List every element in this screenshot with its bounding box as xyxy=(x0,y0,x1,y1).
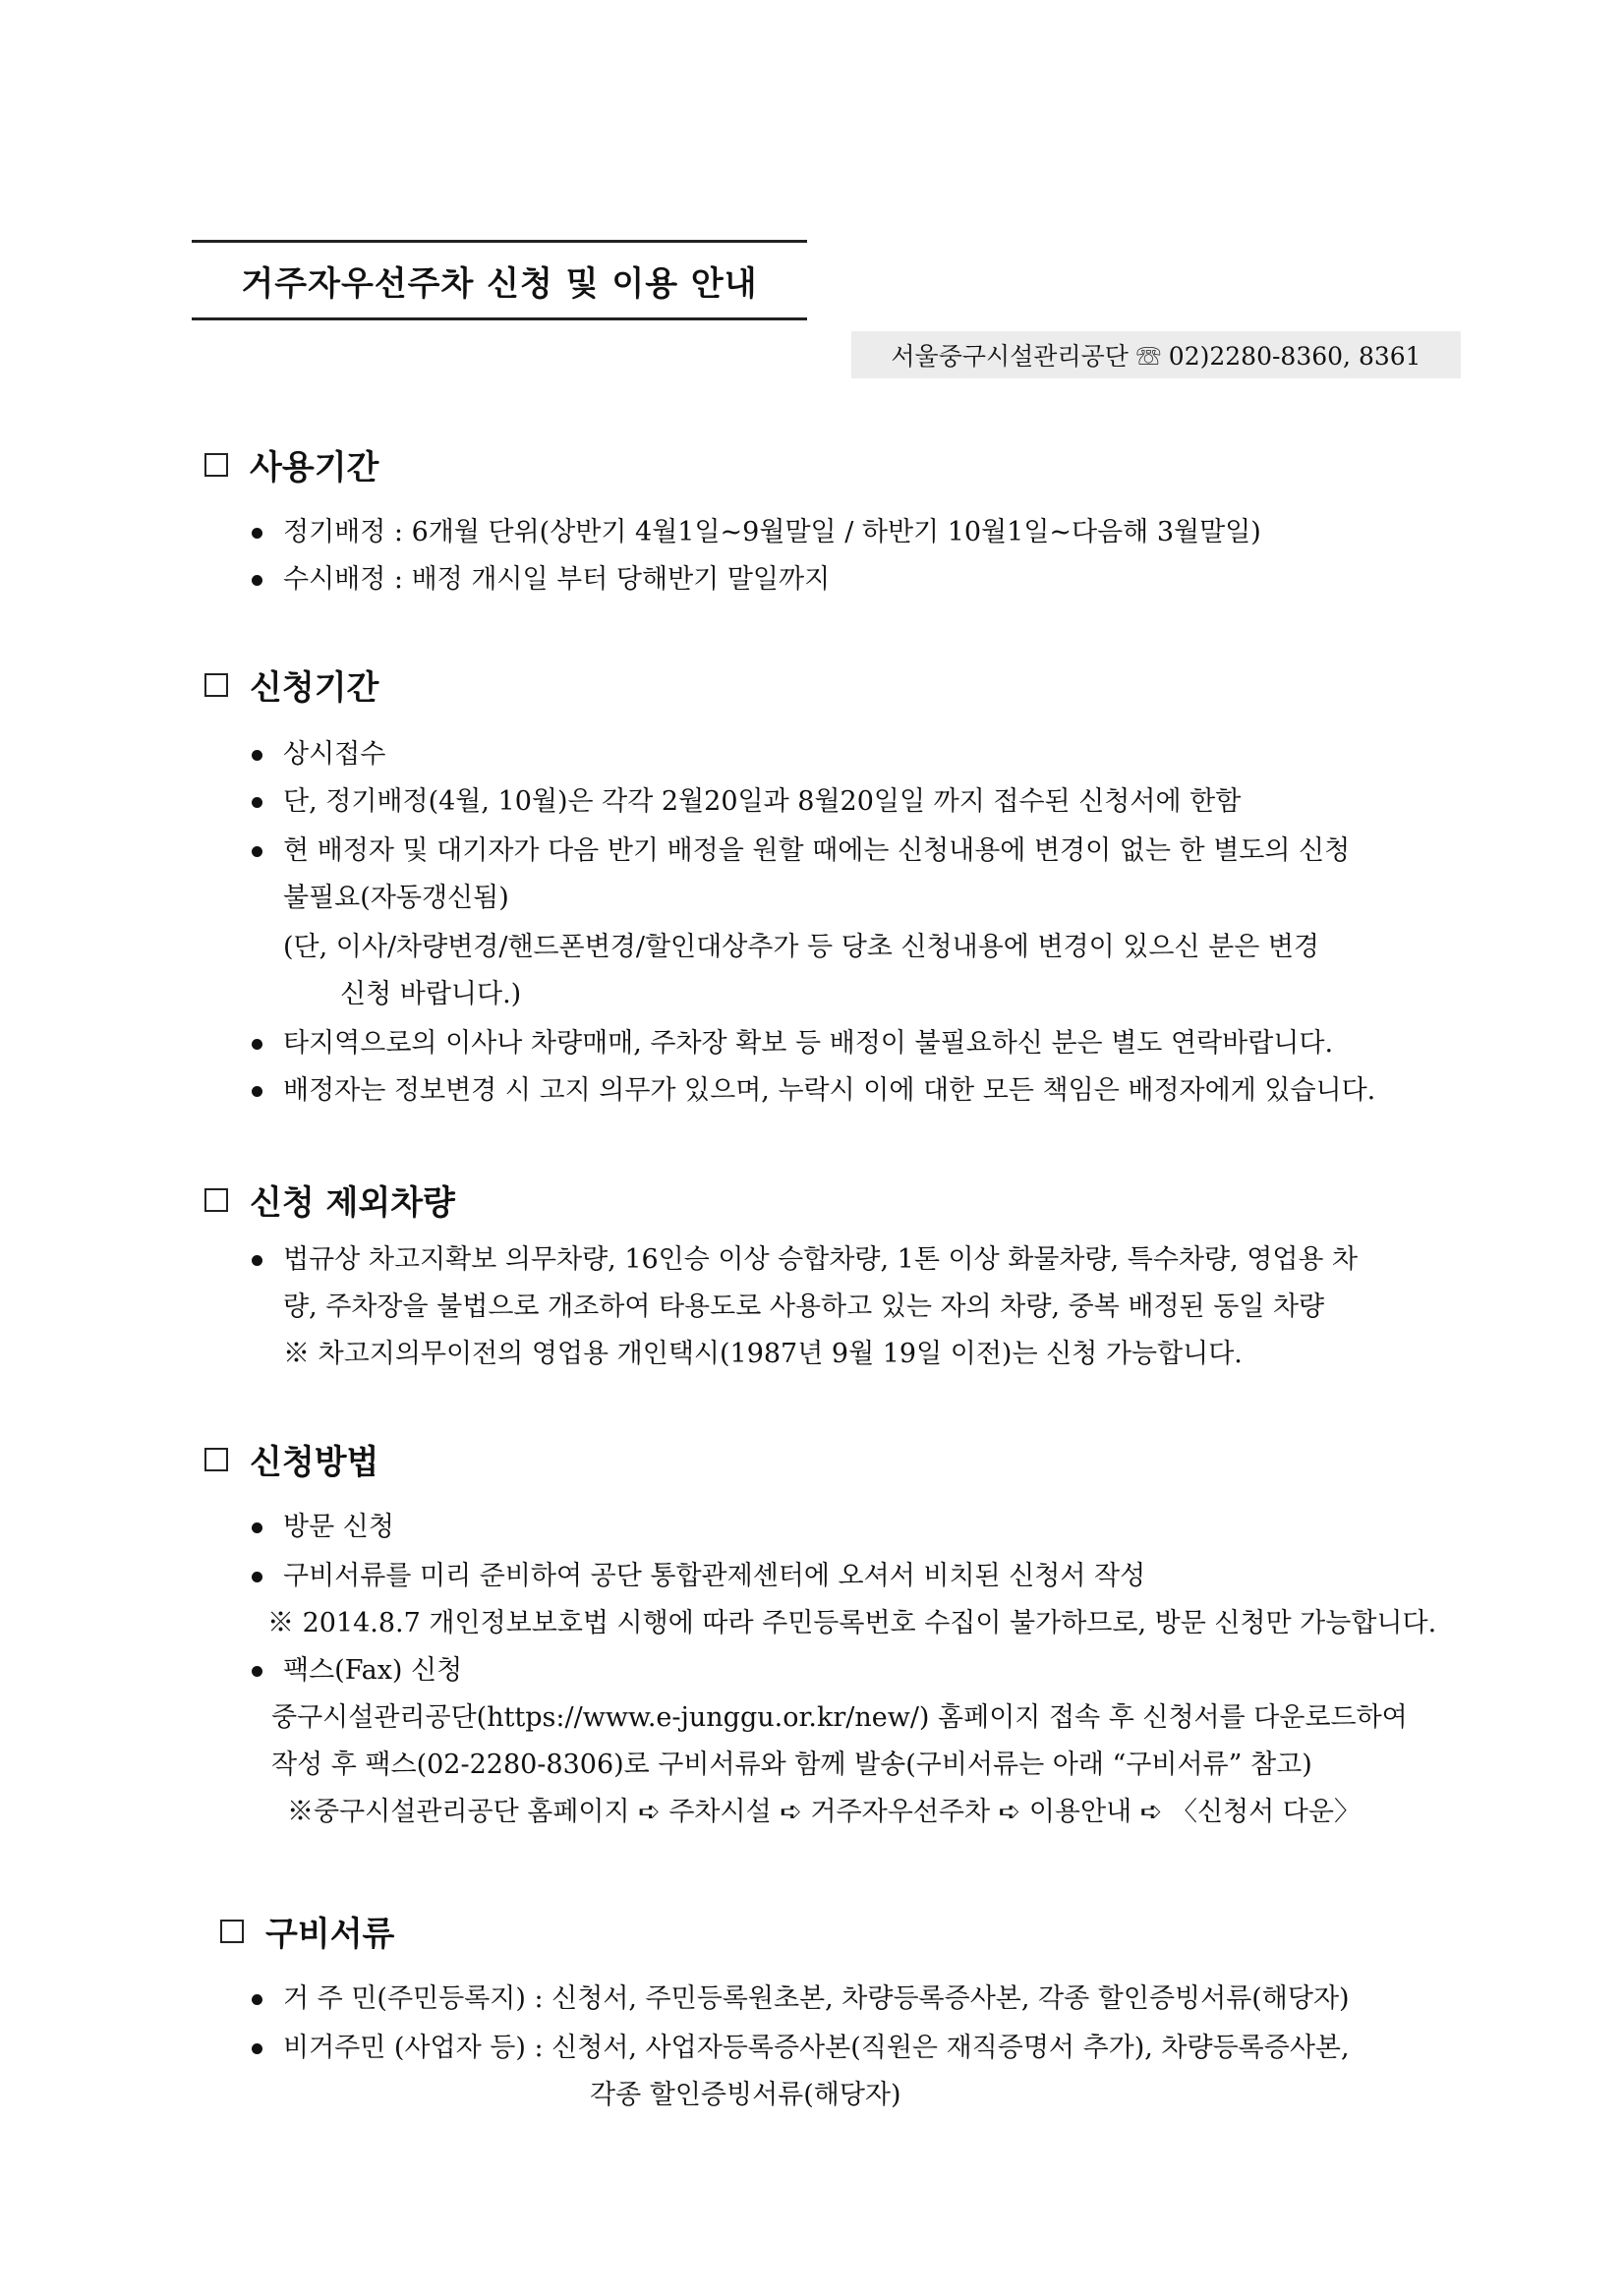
fax-instruction: 중구시설관리공단(https://www.e-junggu.or.kr/new/) 홈페이지 접속 후 신청서를 다운로드하여 xyxy=(271,1702,1408,1733)
list-item-continuation: 각종 할인증빙서류(해당자) xyxy=(590,2080,901,2110)
list-item-text: 거 주 민(주민등록지) : 신청서, 주민등록원초본, 차량등록증사본, 각종 할인증빙서류(해당자) xyxy=(283,1983,1350,2014)
list-item-text: 현 배정자 및 대기자가 다음 반기 배정을 원할 때에는 신청내용에 변경이 없는 한 별도의 신청 xyxy=(283,835,1351,866)
org-contact: 서울중구시설관리공단 ☏ 02)2280-8360, 8361 xyxy=(851,331,1461,378)
bullet-icon xyxy=(252,1994,262,2005)
homepage-path: ※중구시설관리공단 홈페이지 ➪ 주차시설 ➪ 거주자우선주차 ➪ 이용안내 ➪ 〈신청서 다운〉 xyxy=(287,1797,1361,1827)
bullet-icon xyxy=(252,2043,262,2054)
section-heading-apply-period xyxy=(204,660,378,709)
fax-instruction: 작성 후 팩스(02-2280-8306)로 구비서류와 함께 발송(구비서류는 아래 “구비서류” 참고) xyxy=(271,1750,1312,1780)
list-item-text: 구비서류를 미리 준비하여 공단 통합관제센터에 오셔서 비치된 신청서 작성 xyxy=(283,1561,1146,1591)
checkbox-square-icon xyxy=(204,1188,228,1212)
bullet-icon xyxy=(252,797,262,808)
parenthetical-note: (단, 이사/차량변경/핸드폰변경/할인대상추가 등 당초 신청내용에 변경이 있으신 분은 변경 xyxy=(283,932,1320,962)
note: ※ 2014.8.7 개인정보보호법 시행에 따라 주민등록번호 수집이 불가하므로, 방문 신청만 가능합니다. xyxy=(267,1608,1437,1638)
bullet-icon xyxy=(252,1086,262,1097)
section-heading-method xyxy=(204,1435,378,1483)
page-title: 거주자우선주차 신청 및 이용 안내 xyxy=(241,263,758,304)
checkbox-square-icon xyxy=(220,1920,244,1943)
bullet-icon xyxy=(252,528,262,539)
checkbox-square-icon xyxy=(204,673,228,697)
section-heading-excluded xyxy=(204,1176,455,1224)
checkbox-square-icon xyxy=(204,1448,228,1471)
list-item-text: 단, 정기배정(4월, 10월)은 각각 2월20일과 8월20일일 까지 접수된 신청서에 한함 xyxy=(283,786,1242,817)
bullet-icon xyxy=(252,575,262,586)
list-item-text: 법규상 차고지확보 의무차량, 16인승 이상 승합차량, 1톤 이상 화물차량, 특수차량, 영업용 차 xyxy=(283,1244,1359,1275)
bullet-icon xyxy=(252,1039,262,1050)
parenthetical-note-continuation: 신청 바랍니다.) xyxy=(340,979,522,1009)
bullet-icon xyxy=(252,1572,262,1582)
section-heading-period xyxy=(204,440,378,488)
list-item-text: 비거주민 (사업자 등) : 신청서, 사업자등록증사본(직원은 재직증명서 추가), 차량등록증사본, xyxy=(283,2033,1350,2063)
list-item-text: 상시접수 xyxy=(283,739,386,770)
bullet-icon xyxy=(252,1255,262,1266)
bullet-icon xyxy=(252,1666,262,1677)
list-item-text: 배정자는 정보변경 시 고지 의무가 있으며, 누락시 이에 대한 모든 책임은 배정자에게 있습니다. xyxy=(283,1075,1376,1106)
section-title: 신청방법 xyxy=(250,1443,379,1482)
list-item-continuation: 량, 주차장을 불법으로 개조하여 타용도로 사용하고 있는 자의 차량, 중복 배정된 동일 차량 xyxy=(283,1292,1325,1322)
list-item-text: 팩스(Fax) 신청 xyxy=(283,1655,463,1686)
bullet-icon xyxy=(252,750,262,761)
checkbox-square-icon xyxy=(204,453,228,477)
list-item-continuation: 불필요(자동갱신됨) xyxy=(283,883,509,913)
list-item-text: 정기배정 : 6개월 단위(상반기 4월1일~9월말일 / 하반기 10월1일~다음해 3월말일) xyxy=(283,517,1261,547)
section-title: 신청 제외차량 xyxy=(250,1183,455,1223)
bullet-icon xyxy=(252,1522,262,1533)
title-box xyxy=(192,240,807,320)
list-item-text: 방문 신청 xyxy=(283,1512,394,1542)
section-title: 구비서류 xyxy=(265,1915,395,1954)
bullet-icon xyxy=(252,846,262,857)
section-title: 신청기간 xyxy=(250,668,379,708)
section-title: 사용기간 xyxy=(250,448,379,488)
list-item-text: 수시배정 : 배정 개시일 부터 당해반기 말일까지 xyxy=(283,564,831,595)
section-heading-documents xyxy=(220,1907,394,1955)
note: ※ 차고지의무이전의 영업용 개인택시(1987년 9월 19일 이전)는 신청 가능합니다. xyxy=(283,1339,1243,1369)
list-item-text: 타지역으로의 이사나 차량매매, 주차장 확보 등 배정이 불필요하신 분은 별도 연락바랍니다. xyxy=(283,1028,1334,1059)
